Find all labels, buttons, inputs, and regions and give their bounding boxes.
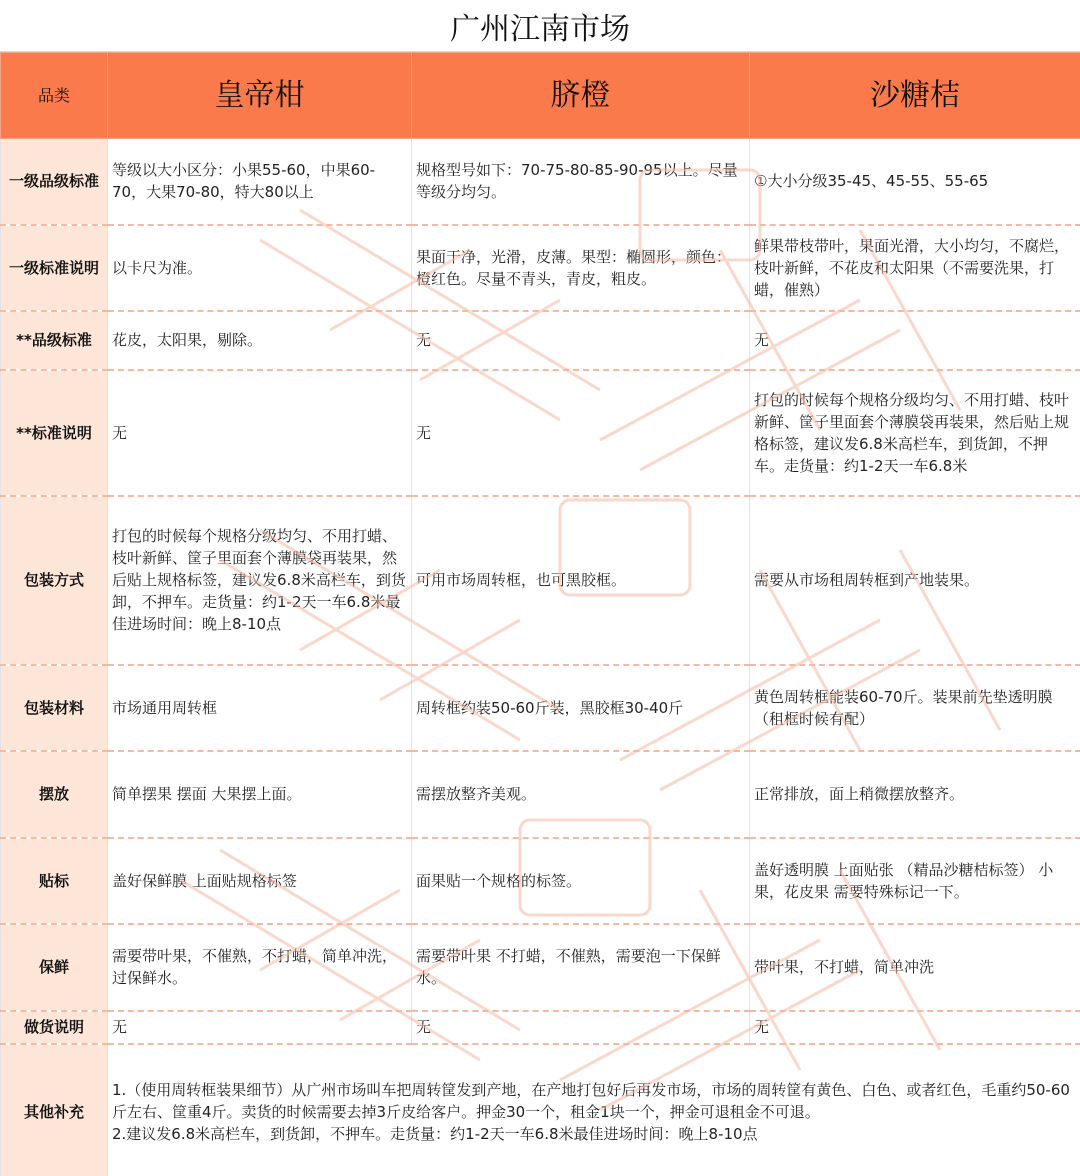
table-cell: 需要从市场租周转框到产地装果。 <box>750 496 1080 665</box>
row-label: 摆放 <box>1 751 108 838</box>
table-cell: 需摆放整齐美观。 <box>412 751 750 838</box>
spec-table <box>0 52 1080 1176</box>
table-row <box>1 496 1080 665</box>
row-label: 做货说明 <box>1 1011 108 1044</box>
table-row <box>1 838 1080 924</box>
table-row <box>1 924 1080 1011</box>
row-label: **品级标准 <box>1 311 108 370</box>
row-label: 包装材料 <box>1 665 108 751</box>
table-cell: 需要带叶果 不打蜡，不催熟，需要泡一下保鲜水。 <box>412 924 750 1011</box>
table-cell: 周转框约装50-60斤装，黑胶框30-40斤 <box>412 665 750 751</box>
table-cell: 以卡尺为准。 <box>108 225 412 311</box>
table-row <box>1 665 1080 751</box>
table-cell: 需要带叶果，不催熟，不打蜡，简单冲洗，过保鲜水。 <box>108 924 412 1011</box>
table-cell: ①大小分级35-45、45-55、55-65 <box>750 139 1080 225</box>
table-row <box>1 751 1080 838</box>
table-row <box>1 311 1080 370</box>
table-cell: 打包的时候每个规格分级均匀、不用打蜡、枝叶新鲜、筐子里面套个薄膜袋再装果，然后贴上规格标签，建议发6.8米高栏车，到货卸，不押车。走货量：约1-2天一车6.8米 <box>750 370 1080 496</box>
table-cell: 鲜果带枝带叶，果面光滑，大小均匀，不腐烂，枝叶新鲜，不花皮和太阳果（不需要洗果，打蜡，催熟） <box>750 225 1080 311</box>
table-cell: 无 <box>750 1011 1080 1044</box>
supplement-line-2: 2.建议发6.8米高栏车，到货卸，不押车。走货量：约1-2天一车6.8米最佳进场时间：晚上8-10点 <box>112 1125 758 1143</box>
table-cell: 等级以大小区分：小果55-60，中果60-70，大果70-80，特大80以上 <box>108 139 412 225</box>
product-header-3: 沙糖桔 <box>750 53 1080 139</box>
product-header-2: 脐橙 <box>412 53 750 139</box>
table-row <box>1 370 1080 496</box>
category-header: 品类 <box>1 53 108 139</box>
table-header-row <box>1 53 1080 139</box>
table-cell: 规格型号如下：70-75-80-85-90-95以上。尽量等级分均匀。 <box>412 139 750 225</box>
table-row <box>1 139 1080 225</box>
table-cell: 无 <box>412 370 750 496</box>
table-cell: 无 <box>750 311 1080 370</box>
supplement-cell <box>108 1044 1080 1176</box>
supplement-line-1: 1.（使用周转框装果细节）从广州市场叫车把周转筐发到产地，在产地打包好后再发市场，市场的周转筐有黄色、白色、或者红色，毛重约50-60斤左右、筐重4斤。卖货的时候需要去掉3斤皮给客户。押金30一个，租金1块一个，押金可退租金不可退。 <box>112 1081 1070 1121</box>
table-cell: 无 <box>412 311 750 370</box>
table-cell: 无 <box>108 370 412 496</box>
table-cell: 花皮，太阳果，剔除。 <box>108 311 412 370</box>
product-header-1: 皇帝柑 <box>108 53 412 139</box>
table-cell: 简单摆果 摆面 大果摆上面。 <box>108 751 412 838</box>
row-label: 贴标 <box>1 838 108 924</box>
row-label: 一级品级标准 <box>1 139 108 225</box>
table-cell: 带叶果，不打蜡，简单冲洗 <box>750 924 1080 1011</box>
table-cell: 市场通用周转框 <box>108 665 412 751</box>
row-label: 保鲜 <box>1 924 108 1011</box>
table-cell: 无 <box>108 1011 412 1044</box>
table-cell: 盖好保鲜膜 上面贴规格标签 <box>108 838 412 924</box>
table-cell: 无 <box>412 1011 750 1044</box>
table-cell: 可用市场周转框，也可黑胶框。 <box>412 496 750 665</box>
row-label: **标准说明 <box>1 370 108 496</box>
table-row <box>1 1011 1080 1044</box>
table-cell: 打包的时候每个规格分级均匀、不用打蜡、枝叶新鲜、筐子里面套个薄膜袋再装果，然后贴上规格标签，建议发6.8米高栏车，到货卸，不押车。走货量：约1-2天一车6.8米最佳进场时间：晚上8-10点 <box>108 496 412 665</box>
page-title: 广州江南市场 <box>0 0 1080 52</box>
table-row <box>1 225 1080 311</box>
table-cell: 黄色周转框能装60-70斤。装果前先垫透明膜（租框时候有配） <box>750 665 1080 751</box>
row-label: 其他补充 <box>1 1044 108 1176</box>
table-cell: 面果贴一个规格的标签。 <box>412 838 750 924</box>
table-cell: 果面干净，光滑，皮薄。果型：椭圆形，颜色：橙红色。尽量不青头，青皮，粗皮。 <box>412 225 750 311</box>
table-row-supplement <box>1 1044 1080 1176</box>
table-cell: 正常排放，面上稍微摆放整齐。 <box>750 751 1080 838</box>
row-label: 包装方式 <box>1 496 108 665</box>
row-label: 一级标准说明 <box>1 225 108 311</box>
table-cell: 盖好透明膜 上面贴张 （精品沙糖桔标签） 小果，花皮果 需要特殊标记一下。 <box>750 838 1080 924</box>
